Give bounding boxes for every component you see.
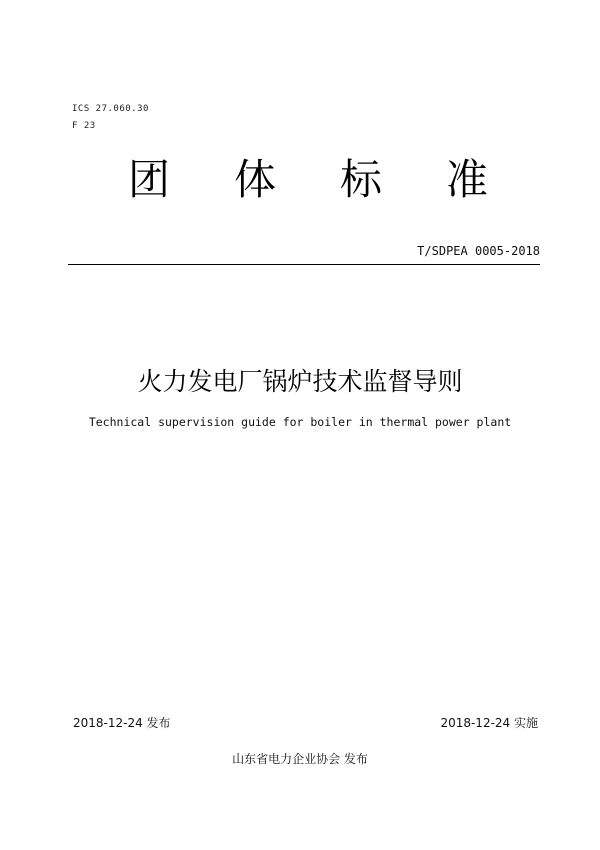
standard-type-char: 团 bbox=[128, 155, 171, 204]
standard-type-char: 体 bbox=[233, 155, 276, 204]
standard-type-heading bbox=[128, 152, 488, 208]
publisher: 山东省电力企业协会 发布 bbox=[232, 752, 368, 766]
publish-date: 2018-12-24 发布 bbox=[73, 716, 171, 730]
english-title: Technical supervision guide for boiler in thermal power plant bbox=[88, 415, 512, 429]
classification-code: F 23 bbox=[72, 121, 96, 131]
standard-type-char: 准 bbox=[445, 155, 488, 204]
effective-date: 2018-12-24 实施 bbox=[440, 716, 538, 730]
ics-code: ICS 27.060.30 bbox=[72, 104, 149, 114]
standard-number: T/SDPEA 0005-2018 bbox=[417, 244, 540, 258]
header-divider bbox=[68, 264, 540, 265]
chinese-title: 火力发电厂锅炉技术监督导则 bbox=[137, 367, 463, 396]
standard-type-char: 标 bbox=[339, 155, 382, 204]
